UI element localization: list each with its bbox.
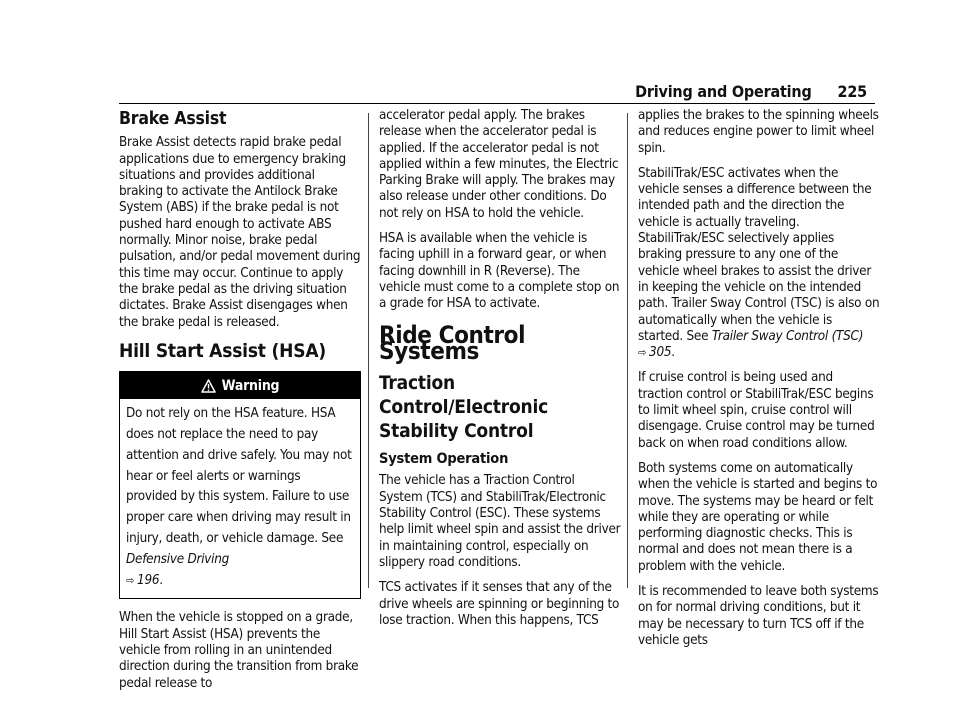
page-ref-arrow-icon: ⇨ (126, 573, 135, 587)
stabilitrak-text: StabiliTrak/ESC activates when the vehicle senses a difference between the intended path and the direction the vehicle is actually traveling. StabiliTrak/ESC selectively applies braking pressure to any one of the vehicle wheel brakes to assist the driver in keeping the vehicle on the intended path. Trailer Sway Control (TSC) is also on automatically when the vehicle is started. See (638, 165, 880, 344)
warning-header (120, 372, 360, 399)
warning-end: . (159, 572, 163, 588)
page-ref-arrow-icon: ⇨ (638, 346, 647, 360)
page-number: 225 (837, 82, 867, 101)
tcs-activation-paragraph: TCS activates if it senses that any of the drive wheels are spinning or beginning to lose traction. When this happens, TCS (379, 580, 620, 628)
tcs-esc-heading: Traction Control/Electronic Stability Control (379, 372, 549, 443)
systems-on-paragraph: Both systems come on automatically when the vehicle is started and begins to move. The systems may be heard or felt while they are operating or while performing diagnostic checks. This is normal and does not mean there is a problem with the vehicle. (638, 460, 878, 574)
brake-assist-paragraph: Brake Assist detects rapid brake pedal applications due to emergency braking situations and provides additional braking to activate the Antilock Brake System (ABS) if the brake pedal is not pushed hard enough to activate ABS normally. Minor noise, brake pedal pulsation, and/or pedal movement during this time may occur. Continue to apply the brake pedal as the driving situation dictates. Brake Assist disengages when the brake pedal is released. (119, 135, 361, 330)
system-operation-paragraph: The vehicle has a Traction Control System (TCS) and StabiliTrak/Electronic Stability Control (ESC). These systems help limit wheel spin and assist the driver in maintaining control, especially on slippery road conditions. (379, 473, 621, 570)
warning-body-text: Do not rely on the HSA feature. HSA does not replace the need to pay attention and drive safely. You may not hear or feel alerts or warnings provided by this system. Failure to use proper care when driving may result in injury, death, or vehicle damage. See (126, 406, 352, 546)
warning-box (119, 371, 361, 599)
ride-control-heading: Ride Control Systems (379, 320, 526, 365)
stabilitrak-end: . (671, 345, 675, 361)
warning-triangle-icon (201, 379, 216, 393)
defensive-driving-page-ref[interactable]: 196 (137, 572, 160, 588)
system-operation-heading: System Operation (379, 451, 509, 468)
hill-start-paragraph: When the vehicle is stopped on a grade, Hill Start Assist (HSA) prevents the vehicle from rolling in an unintended direction during the transition from brake pedal release to (119, 610, 359, 691)
column-2 (379, 108, 621, 638)
section-title: Driving and Operating (635, 82, 812, 101)
recommendation-paragraph: It is recommended to leave both systems on for normal driving conditions, but it may be necessary to turn TCS off if the vehicle gets (638, 584, 879, 648)
column-divider (368, 113, 369, 588)
trailer-sway-page-ref[interactable]: 305 (649, 345, 672, 361)
header-rule (119, 103, 875, 104)
defensive-driving-link[interactable]: Defensive Driving (126, 551, 230, 567)
cruise-control-paragraph: If cruise control is being used and traction control or StabiliTrak/ESC begins to limit wheel spin, cruise control will disengage. Cruise control may be turned back on when road conditions allow. (638, 370, 875, 451)
column-1 (119, 108, 361, 701)
hsa-availability-paragraph: HSA is available when the vehicle is facing uphill in a forward gear, or when facing downhill in R (Reverse). The vehicle must come to a complete stop on a grade for HSA to activate. (379, 231, 620, 312)
hill-start-heading: Hill Start Assist (HSA) (119, 339, 326, 362)
stabilitrak-paragraph (638, 166, 880, 362)
warning-label: Warning (221, 377, 280, 394)
trailer-sway-link[interactable]: Trailer Sway Control (TSC) (711, 328, 864, 344)
brake-assist-heading: Brake Assist (119, 109, 227, 129)
tcs-activation-paragraph-continued: applies the brakes to the spinning wheels and reduces engine power to limit wheel spin. (638, 108, 879, 156)
column-3 (638, 108, 880, 658)
warning-text (120, 399, 360, 598)
column-divider (627, 113, 628, 588)
running-header (635, 82, 867, 101)
hill-start-paragraph-continued: accelerator pedal apply. The brakes release when the accelerator pedal is applied. If the accelerator pedal is not applied within a few minutes, the Electric Parking Brake will apply. The brakes may also release under other conditions. Do not rely on HSA to hold the vehicle. (379, 108, 619, 221)
